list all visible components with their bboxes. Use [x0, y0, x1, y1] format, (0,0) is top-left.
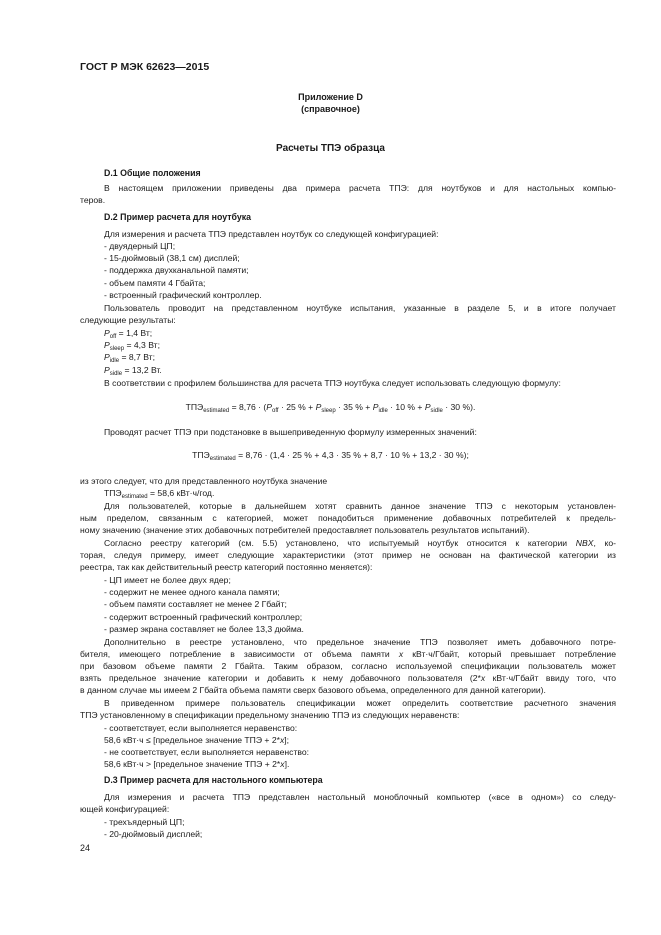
formula-lhs: ТПЭ	[185, 402, 204, 412]
formula-term: · 25 % +	[278, 402, 316, 412]
paragraph-line: Для пользователей, которые в дальнейшем хотят сравнить данное значение ТПЭ с некоторым установлен-	[104, 501, 616, 511]
subscript: off	[109, 334, 117, 340]
section-heading-d1: D.1 Общие положения	[104, 168, 201, 178]
value: = 13,2 Вт.	[122, 365, 162, 375]
subscript: idle	[109, 358, 120, 364]
text-run: 58,6 кВт·ч > [предельное значение ТПЭ + 2*	[104, 759, 281, 769]
inequality-line	[104, 758, 289, 770]
list-item: - размер экрана составляет не более 13,3 дюйма.	[104, 624, 304, 634]
subscript: off	[272, 408, 279, 414]
subscript: sleep	[321, 408, 336, 414]
text-run: ];	[284, 735, 290, 745]
page-title: Расчеты ТПЭ образца	[276, 143, 385, 154]
text-run: ].	[284, 759, 290, 769]
paragraph-line: В соответствии с профилем большинства для расчета ТПЭ ноутбука следует использовать следующую формулу:	[104, 378, 561, 388]
list-item: - объем памяти составляет не менее 2 Гбайт;	[104, 599, 287, 609]
d1-paragraph-line: В настоящем приложении приведены два примера расчета ТПЭ: для ноутбуков и для настольных компью-	[104, 183, 616, 193]
paragraph-line	[80, 648, 616, 660]
appendix-title: Приложение D	[298, 92, 363, 102]
subscript: idle	[378, 408, 388, 414]
paragraph-line: Проводят расчет ТПЭ при подстановке в вышеприведенную формулу измеренных значений:	[104, 427, 477, 437]
subscript: sidle	[430, 408, 443, 414]
list-item: - 15-дюймовый (38,1 см) дисплей;	[104, 253, 240, 263]
paragraph-line: ному значению (значение этих добавочных потребителей предоставляет пользователь результатов испытаний).	[80, 525, 530, 535]
inequality-line	[104, 734, 289, 746]
paragraph-line: реестра, так как действительный реестр категорий постоянно меняется):	[80, 562, 373, 572]
list-item: - 20-дюймовый дисплей;	[104, 829, 203, 839]
paragraph-line: из этого следует, что для представленного ноутбука значение	[80, 476, 328, 486]
condition-line: - соответствует, если выполняется неравенство:	[104, 723, 298, 733]
paragraph-line: при базовом объеме памяти 2 Гбайта. Таким образом, согласно используемой спецификации пользователь может	[80, 661, 616, 671]
paragraph-line: Для измерения и расчета ТПЭ представлен настольный моноблочный компьютер («все в одном») со следу-	[104, 792, 616, 802]
section-heading-d3: D.3 Пример расчета для настольного компьютера	[104, 775, 323, 785]
paragraph-line: Дополнительно в реестре установлено, что предельное значение ТПЭ позволяет иметь добавочного потре-	[104, 637, 616, 647]
paragraph-line: ТПЭ установленному в спецификации предельному значению ТПЭ из следующих неравенств:	[80, 710, 460, 720]
appendix-note: (справочное)	[301, 104, 360, 114]
list-item: - двуядерный ЦП;	[104, 241, 176, 251]
paragraph-line: торая, следуя примеру, имеет следующие характеристики (этот пример не основан на фактической категории из	[80, 550, 616, 560]
text-run: Согласно реестру категорий (см. 5.5) установлено, что испытуемый ноутбук относится к категории	[104, 538, 576, 548]
formula-rhs: = 58,6 кВт·ч/год.	[147, 488, 215, 498]
variable: x	[280, 759, 285, 769]
formula-rhs: = 8,76 · (1,4 · 25 % + 4,3 · 35 % + 8,7 · 10 % + 13,2 · 30 %);	[235, 450, 469, 460]
symbol: P	[104, 352, 110, 362]
list-item: - ЦП имеет не более двух ядер;	[104, 575, 231, 585]
paragraph-line: Пользователь проводит на представленном ноутбуке испытания, указанные в разделе 5, и в итоге получает	[104, 303, 616, 313]
text-run: взять предельное значение категории и добавить к нему добавочного пользователя (2*	[80, 673, 481, 683]
text-run: , ко-	[593, 538, 616, 548]
list-item: - содержит встроенный графический контроллер;	[104, 612, 303, 622]
paragraph-line: в данном случае мы имеем 2 Гбайта объема памяти сверх базового объема, определенного для данной категории).	[80, 685, 546, 695]
paragraph-line: ным пределом, связанным с категорией, может понадобиться применение добавочных потребителей к предель-	[80, 513, 616, 523]
category-code: NBX	[575, 538, 594, 548]
variable: x	[279, 735, 285, 745]
symbol: P	[104, 328, 110, 338]
paragraph-line: ющей конфигурацией:	[80, 804, 170, 814]
formula-term: · 30 %).	[442, 402, 476, 412]
text-run: кВт·ч/Гбайт, который превышает потребление	[403, 649, 616, 659]
d1-paragraph-line: теров.	[80, 195, 106, 205]
page-number: 24	[80, 843, 91, 853]
value: = 8,7 Вт;	[119, 352, 155, 362]
formula-coef: = 8,76 · (	[229, 402, 267, 412]
value: = 1,4 Вт;	[116, 328, 153, 338]
subscript: estimated	[209, 456, 236, 462]
formula-tpe: $ТПЭ_{estimated} = 8,76 \cdot (P_{off} \cdot 25$ % + $P_{sleep} \cdot 35$ % + $P_{idle} \cdot 10$ % + $P_{sidle} \cdot 30$ %).	[185, 402, 476, 414]
formula-term: · 10 % +	[387, 402, 425, 412]
subscript: estimated	[121, 494, 148, 500]
paragraph-line: следующие результаты:	[80, 315, 176, 325]
paragraph-line: В приведенном примере пользователь спецификации может определить соответствие расчетного значения	[104, 698, 616, 708]
variable: x	[398, 649, 404, 659]
d2-intro: Для измерения и расчета ТПЭ представлен ноутбук со следующей конфигурацией:	[104, 229, 439, 239]
subscript: sleep	[109, 346, 125, 352]
section-heading-d2: D.2 Пример расчета для ноутбука	[104, 212, 252, 222]
formula-lhs: ТПЭ	[104, 488, 122, 498]
symbol: P	[104, 365, 110, 375]
condition-line: - не соответствует, если выполняется неравенство:	[104, 747, 310, 757]
text-run: 58,6 кВт·ч ≤ [предельное значение ТПЭ + 2*	[104, 735, 280, 745]
list-item: - содержит не менее одного канала памяти;	[104, 587, 280, 597]
text-run: бителя, имеющего потребление в зависимости от объема памяти	[80, 649, 399, 659]
formula-term: · 35 % +	[335, 402, 373, 412]
list-item: - поддержка двухканальной памяти;	[104, 265, 249, 275]
paragraph-line	[80, 537, 616, 549]
list-item: - трехъядерный ЦП;	[104, 817, 185, 827]
value: = 4,3 Вт;	[124, 340, 160, 350]
list-item: - встроенный графический контроллер.	[104, 290, 262, 300]
subscript: estimated	[203, 408, 230, 414]
subscript: sidle	[109, 371, 123, 377]
formula-substituted	[0, 450, 661, 462]
standard-header: ГОСТ Р МЭК 62623—2015	[80, 61, 210, 73]
text-run: кВт·ч/Гбайт ввиду того, что	[485, 673, 616, 683]
symbol: P	[104, 340, 110, 350]
variable: x	[480, 673, 486, 683]
list-item: - объем памяти 4 Гбайта;	[104, 278, 206, 288]
paragraph-line	[80, 672, 616, 684]
formula-lhs: ТПЭ	[192, 450, 210, 460]
